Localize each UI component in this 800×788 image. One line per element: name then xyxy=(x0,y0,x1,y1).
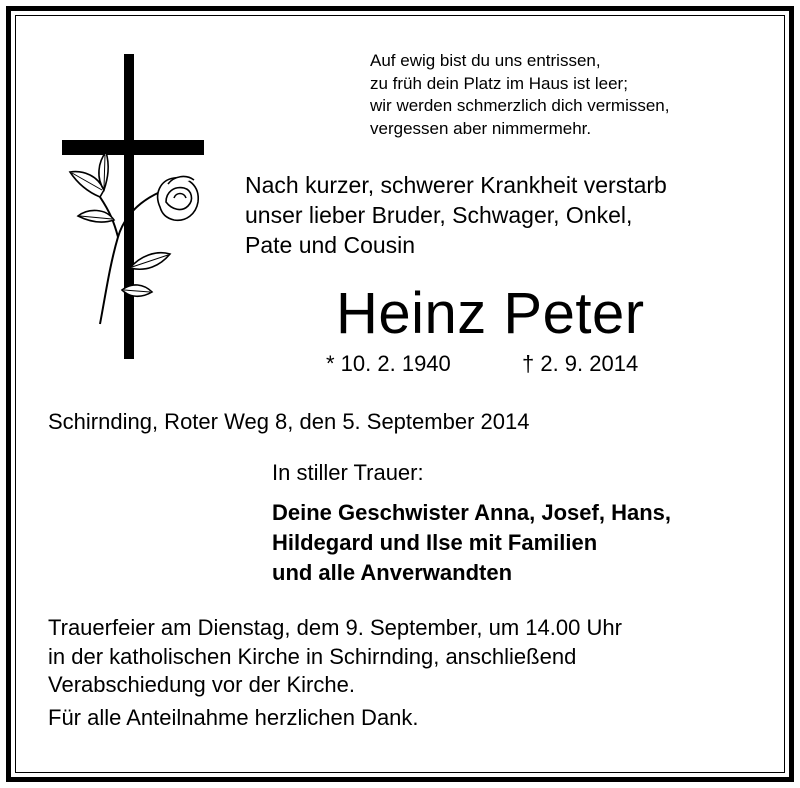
death-date: † 2. 9. 2014 xyxy=(522,351,639,376)
poem-line: vergessen aber nimmermehr. xyxy=(370,118,592,138)
deceased-name: Heinz Peter xyxy=(336,281,645,346)
memorial-poem xyxy=(370,50,669,140)
birth-date: * 10. 2. 1940 xyxy=(326,351,451,376)
funeral-line: in der katholischen Kirche in Schirnding, anschließend xyxy=(48,643,577,669)
mourners-list xyxy=(272,498,671,588)
mourning-label: In stiller Trauer: xyxy=(272,460,424,485)
funeral-line: Verabschiedung vor der Kirche. xyxy=(48,672,355,697)
mourners-line: und alle Anverwandten xyxy=(272,560,513,585)
mourners-line: Hildegard und Ilse mit Familien xyxy=(272,530,598,555)
place-and-date: Schirnding, Roter Weg 8, den 5. September 2014 xyxy=(48,409,530,434)
thanks-note: Für alle Anteilnahme herzlichen Dank. xyxy=(48,705,419,730)
poem-line: zu früh dein Platz im Haus ist leer; xyxy=(370,73,628,93)
poem-line: Auf ewig bist du uns entrissen, xyxy=(370,51,601,70)
life-dates xyxy=(326,350,638,378)
funeral-info xyxy=(48,614,622,700)
intro-line: Pate und Cousin xyxy=(245,232,416,258)
intro-line: Nach kurzer, schwerer Krankheit verstarb xyxy=(245,172,667,198)
intro-line: unser lieber Bruder, Schwager, Onkel, xyxy=(245,202,633,228)
death-announcement-text xyxy=(245,170,667,260)
poem-line: wir werden schmerzlich dich vermissen, xyxy=(370,96,670,115)
mourners-line: Deine Geschwister Anna, Josef, Hans, xyxy=(272,500,671,525)
funeral-line: Trauerfeier am Dienstag, dem 9. September, um 14.00 Uhr xyxy=(48,615,622,640)
cross-with-rose-icon xyxy=(48,52,213,362)
